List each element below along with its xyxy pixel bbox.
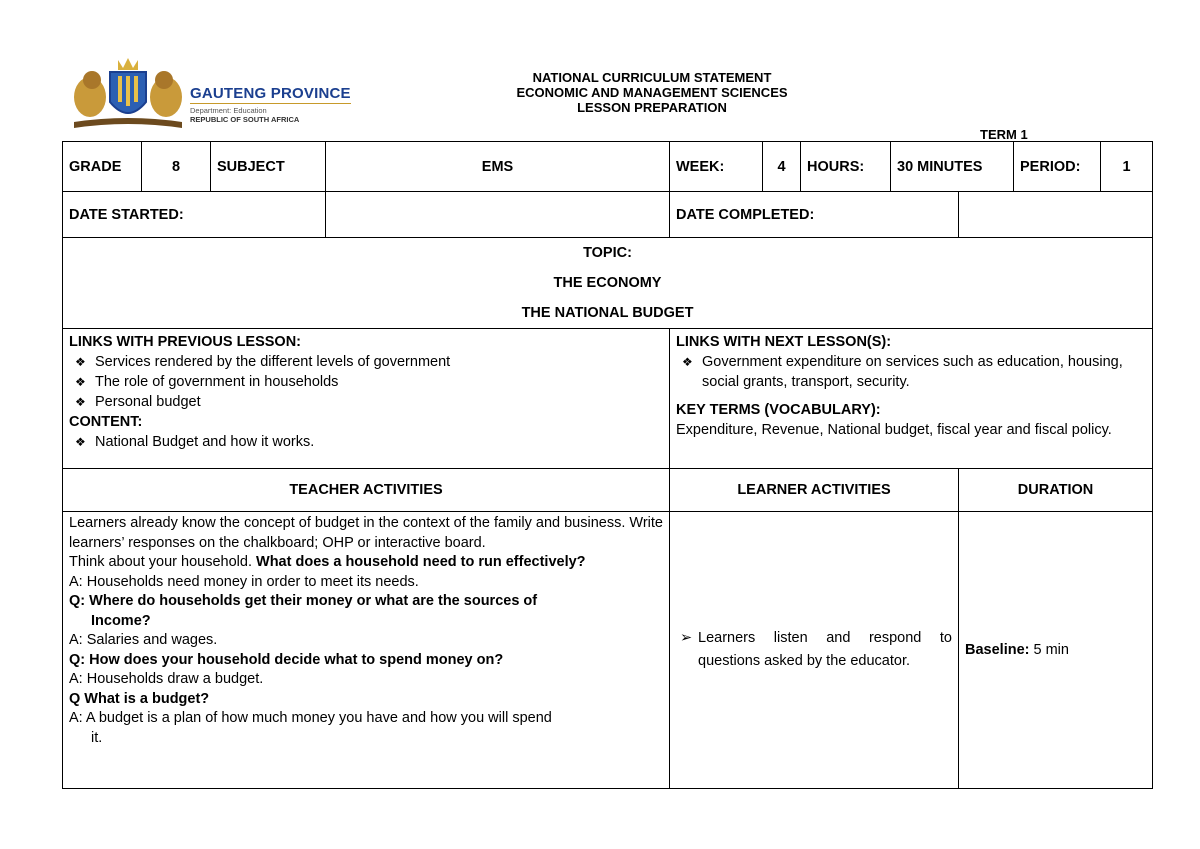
duration-cell xyxy=(959,512,1153,789)
links-previous-list xyxy=(69,352,663,412)
term-label: TERM 1 xyxy=(980,127,1028,142)
key-terms-title: KEY TERMS (VOCABULARY): xyxy=(676,402,881,418)
hours-value: 30 MINUTES xyxy=(891,142,1014,192)
date-started-label: DATE STARTED: xyxy=(63,192,326,238)
header-line-1: NATIONAL CURRICULUM STATEMENT xyxy=(532,70,772,85)
learner-activities-cell xyxy=(670,512,959,789)
question-3: Q: How does your household decide what to spend money on? xyxy=(69,651,504,668)
duration-label: Baseline: xyxy=(965,642,1030,658)
topic-line-1: THE ECONOMY xyxy=(553,275,662,291)
date-completed-value[interactable] xyxy=(959,192,1153,238)
list-item: ❖ Government expenditure on services such as education, housing, social grants, transport, security. xyxy=(676,352,1146,392)
links-previous-title: LINKS WITH PREVIOUS LESSON: xyxy=(69,334,302,350)
question-2: Q: Where do households get their money or what are the sources of xyxy=(69,593,538,609)
topic-cell xyxy=(63,238,1153,329)
links-row xyxy=(63,329,1153,469)
teacher-activities-header: TEACHER ACTIVITIES xyxy=(63,469,670,512)
country-name: REPUBLIC OF SOUTH AFRICA xyxy=(190,115,300,124)
links-next-cell xyxy=(670,329,1153,469)
arrow-bullet-icon: ➢ xyxy=(680,630,693,646)
answer-4: A: A budget is a plan of how much money you have and how you will spend xyxy=(69,710,552,726)
duration-value: 5 min xyxy=(1029,642,1069,658)
lesson-plan-table xyxy=(62,141,1153,789)
header-line-3: LESSON PREPARATION xyxy=(577,100,727,115)
activity-header-row xyxy=(63,469,1153,512)
week-value: 4 xyxy=(763,142,801,192)
grade-value: 8 xyxy=(142,142,211,192)
document-header xyxy=(452,70,852,115)
list-item: ❖ National Budget and how it works. xyxy=(69,432,663,452)
answer-1: A: Households need money in order to meet its needs. xyxy=(69,573,419,590)
teacher-think: Think about your household. What does a household need to run effectively? xyxy=(69,554,586,570)
period-label: PERIOD: xyxy=(1014,142,1101,192)
week-label: WEEK: xyxy=(670,142,763,192)
answer-2: A: Salaries and wages. xyxy=(69,632,218,648)
links-previous-cell xyxy=(63,329,670,469)
links-next-list xyxy=(676,352,1146,392)
subject-label: SUBJECT xyxy=(211,142,326,192)
header-line-2: ECONOMIC AND MANAGEMENT SCIENCES xyxy=(516,85,788,100)
activity-row xyxy=(63,512,1153,789)
list-item: ❖ Personal budget xyxy=(69,392,663,412)
topic-line-2: THE NATIONAL BUDGET xyxy=(521,305,694,321)
key-terms-text: Expenditure, Revenue, National budget, fiscal year and fiscal policy. xyxy=(676,422,1112,438)
hours-label: HOURS: xyxy=(801,142,891,192)
question-2-cont: Income? xyxy=(91,612,151,629)
subject-value: EMS xyxy=(326,142,670,192)
answer-3: A: Households draw a budget. xyxy=(69,671,264,687)
learner-activities-header: LEARNER ACTIVITIES xyxy=(670,469,959,512)
info-row xyxy=(63,142,1153,192)
date-completed-label: DATE COMPLETED: xyxy=(670,192,959,238)
content-title: CONTENT: xyxy=(69,414,143,430)
coat-of-arms-icon xyxy=(68,52,188,132)
teacher-intro: Learners already know the concept of budget in the context of the family and business. Write learners’ responses on the chalkboard; OHP or interactive board. xyxy=(69,515,663,551)
learner-activity-text: Learners listen and respond to questions asked by the educator. xyxy=(698,630,952,669)
learner-activity-item xyxy=(676,627,952,673)
topic-row xyxy=(63,238,1153,329)
date-started-value[interactable] xyxy=(326,192,670,238)
list-item: ❖ The role of government in households xyxy=(69,372,663,392)
topic-label: TOPIC: xyxy=(583,245,632,261)
question-4: Q What is a budget? xyxy=(69,690,210,707)
province-name: GAUTENG PROVINCE xyxy=(190,85,351,102)
period-value: 1 xyxy=(1101,142,1153,192)
department-name: Department: Education xyxy=(190,106,267,115)
list-item: ❖ Services rendered by the different levels of government xyxy=(69,352,663,372)
content-list xyxy=(69,432,663,452)
teacher-activities-cell xyxy=(63,512,670,789)
answer-4-cont: it. xyxy=(91,729,103,746)
gauteng-logo xyxy=(68,52,368,132)
duration-header: DURATION xyxy=(959,469,1153,512)
links-next-title: LINKS WITH NEXT LESSON(S): xyxy=(676,334,892,350)
dates-row xyxy=(63,192,1153,238)
grade-label: GRADE xyxy=(63,142,142,192)
